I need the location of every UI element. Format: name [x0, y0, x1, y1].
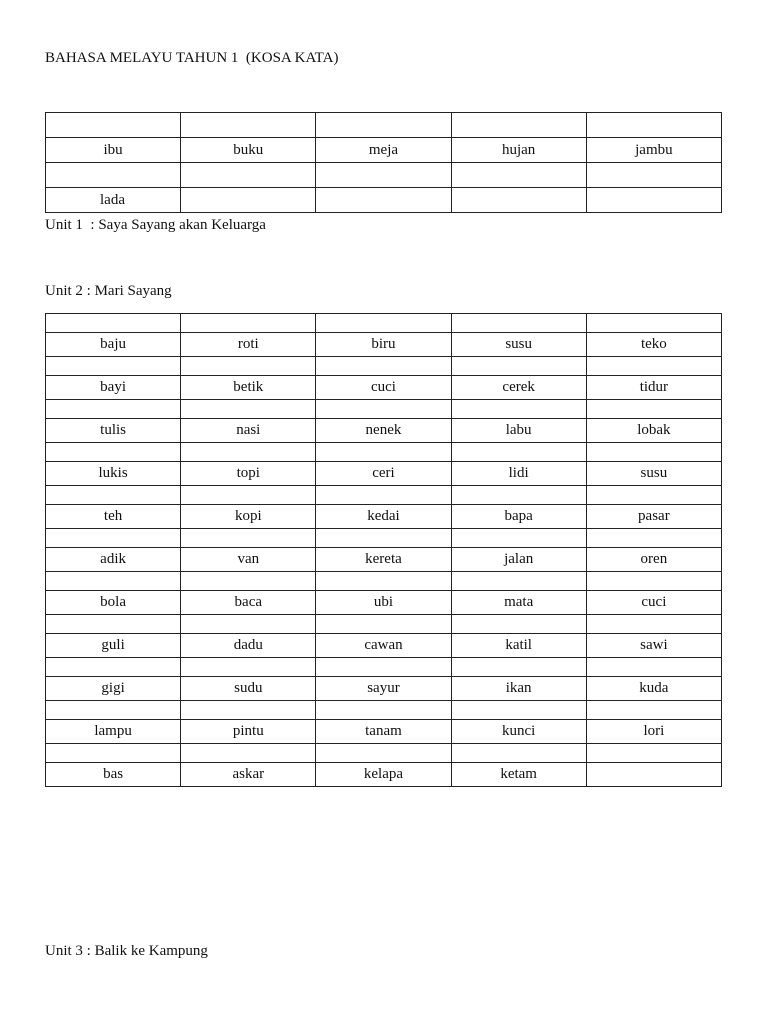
table-cell: katil — [451, 634, 586, 658]
table-cell — [181, 443, 316, 462]
table-cell — [181, 572, 316, 591]
table-cell: gigi — [46, 677, 181, 701]
table-cell — [586, 163, 721, 188]
table-cell: tulis — [46, 419, 181, 443]
table-cell — [451, 744, 586, 763]
table-cell: askar — [181, 763, 316, 787]
vocab-table-1 — [45, 112, 722, 213]
table-cell — [46, 486, 181, 505]
table-cell — [316, 400, 451, 419]
table-cell — [451, 443, 586, 462]
table-cell — [451, 113, 586, 138]
unit-1-heading: Unit 1 : Saya Sayang akan Keluarga — [45, 217, 266, 233]
table-cell — [586, 357, 721, 376]
table-cell: nasi — [181, 419, 316, 443]
table-cell — [316, 314, 451, 333]
table-cell: lukis — [46, 462, 181, 486]
table-cell — [316, 113, 451, 138]
table-cell — [586, 400, 721, 419]
table-cell — [316, 163, 451, 188]
table-cell — [181, 486, 316, 505]
table-cell: betik — [181, 376, 316, 400]
table-cell: ibu — [46, 138, 181, 163]
table-row — [46, 548, 722, 572]
table-cell — [181, 658, 316, 677]
table-cell — [586, 744, 721, 763]
table-cell — [451, 658, 586, 677]
table-cell: cuci — [586, 591, 721, 615]
table-cell — [451, 163, 586, 188]
table-row — [46, 634, 722, 658]
table-cell: bas — [46, 763, 181, 787]
table-cell — [181, 701, 316, 720]
table-cell — [451, 529, 586, 548]
table-row — [46, 744, 722, 763]
table-cell: jambu — [586, 138, 721, 163]
table-cell: ubi — [316, 591, 451, 615]
table-row — [46, 443, 722, 462]
table-cell: topi — [181, 462, 316, 486]
table-cell: bayi — [46, 376, 181, 400]
table-cell: adik — [46, 548, 181, 572]
table-cell — [181, 615, 316, 634]
table-cell — [181, 529, 316, 548]
table-cell — [316, 615, 451, 634]
table-cell — [451, 572, 586, 591]
table-cell — [316, 572, 451, 591]
table-row — [46, 462, 722, 486]
table-cell: baca — [181, 591, 316, 615]
table-cell: susu — [586, 462, 721, 486]
table-cell — [586, 188, 721, 213]
table-cell — [181, 314, 316, 333]
table-cell: jalan — [451, 548, 586, 572]
table-cell — [586, 763, 721, 787]
table-cell: kedai — [316, 505, 451, 529]
table-cell: biru — [316, 333, 451, 357]
table-cell: labu — [451, 419, 586, 443]
table-cell — [316, 357, 451, 376]
table-cell — [46, 443, 181, 462]
table-cell: sudu — [181, 677, 316, 701]
table-cell — [316, 529, 451, 548]
table-cell: hujan — [451, 138, 586, 163]
table-row — [46, 419, 722, 443]
table-row — [46, 163, 722, 188]
table-row — [46, 314, 722, 333]
table-cell: ikan — [451, 677, 586, 701]
table-cell: kuda — [586, 677, 721, 701]
table-row — [46, 763, 722, 787]
table-cell: nenek — [316, 419, 451, 443]
table-cell — [46, 572, 181, 591]
table-cell: lobak — [586, 419, 721, 443]
table-cell — [181, 188, 316, 213]
table-cell — [451, 314, 586, 333]
table-cell: tanam — [316, 720, 451, 744]
table-cell: lada — [46, 188, 181, 213]
table-cell — [46, 744, 181, 763]
table-cell: tidur — [586, 376, 721, 400]
table-cell — [316, 701, 451, 720]
table-row — [46, 658, 722, 677]
table-cell — [181, 163, 316, 188]
table-cell: meja — [316, 138, 451, 163]
vocab-table-2 — [45, 313, 722, 787]
table-cell: lidi — [451, 462, 586, 486]
table-cell — [181, 400, 316, 419]
table-cell — [586, 113, 721, 138]
table-cell — [46, 615, 181, 634]
table-cell — [586, 443, 721, 462]
table-cell — [46, 163, 181, 188]
table-row — [46, 677, 722, 701]
table-cell: lori — [586, 720, 721, 744]
table-cell — [451, 400, 586, 419]
table-cell — [46, 529, 181, 548]
table-cell — [316, 188, 451, 213]
table-cell — [586, 572, 721, 591]
table-row — [46, 701, 722, 720]
table-cell: buku — [181, 138, 316, 163]
table-cell — [46, 701, 181, 720]
table-cell — [586, 658, 721, 677]
table-cell — [451, 188, 586, 213]
table-cell — [451, 701, 586, 720]
table-cell: sayur — [316, 677, 451, 701]
table-cell — [46, 658, 181, 677]
table-cell: cawan — [316, 634, 451, 658]
table-row — [46, 615, 722, 634]
table-cell: bola — [46, 591, 181, 615]
table-cell — [46, 113, 181, 138]
table-cell: pasar — [586, 505, 721, 529]
document-title: BAHASA MELAYU TAHUN 1 (KOSA KATA) — [45, 50, 339, 66]
table-cell — [181, 113, 316, 138]
table-cell: baju — [46, 333, 181, 357]
table-cell: dadu — [181, 634, 316, 658]
table-cell: roti — [181, 333, 316, 357]
table-row — [46, 486, 722, 505]
table-cell: susu — [451, 333, 586, 357]
table-cell — [586, 529, 721, 548]
table-cell: sawi — [586, 634, 721, 658]
unit-3-heading: Unit 3 : Balik ke Kampung — [45, 943, 208, 959]
table-row — [46, 138, 722, 163]
table-cell: kopi — [181, 505, 316, 529]
table-cell — [316, 658, 451, 677]
table-cell — [181, 744, 316, 763]
table-cell: teko — [586, 333, 721, 357]
table-cell: ketam — [451, 763, 586, 787]
table-cell: lampu — [46, 720, 181, 744]
table-row — [46, 400, 722, 419]
table-cell: cerek — [451, 376, 586, 400]
table-row — [46, 376, 722, 400]
table-cell: guli — [46, 634, 181, 658]
table-cell: kelapa — [316, 763, 451, 787]
table-cell: kunci — [451, 720, 586, 744]
table-cell — [316, 486, 451, 505]
table-cell: ceri — [316, 462, 451, 486]
table-cell: van — [181, 548, 316, 572]
table-cell — [316, 744, 451, 763]
table-row — [46, 505, 722, 529]
table-row — [46, 529, 722, 548]
table-row — [46, 333, 722, 357]
table-cell — [181, 357, 316, 376]
table-cell — [586, 615, 721, 634]
table-row — [46, 357, 722, 376]
table-cell — [451, 357, 586, 376]
table-cell: pintu — [181, 720, 316, 744]
table-cell: mata — [451, 591, 586, 615]
table-cell — [46, 400, 181, 419]
table-cell: teh — [46, 505, 181, 529]
table-row — [46, 591, 722, 615]
table-row — [46, 113, 722, 138]
unit-2-heading: Unit 2 : Mari Sayang — [45, 283, 172, 299]
table-cell — [586, 486, 721, 505]
table-cell: bapa — [451, 505, 586, 529]
table-cell — [586, 314, 721, 333]
table-cell: oren — [586, 548, 721, 572]
table-cell — [451, 615, 586, 634]
table-cell — [586, 701, 721, 720]
table-cell: cuci — [316, 376, 451, 400]
table-cell — [316, 443, 451, 462]
table-cell — [46, 357, 181, 376]
table-row — [46, 572, 722, 591]
table-row — [46, 720, 722, 744]
table-cell — [46, 314, 181, 333]
table-row — [46, 188, 722, 213]
table-cell: kereta — [316, 548, 451, 572]
table-cell — [451, 486, 586, 505]
